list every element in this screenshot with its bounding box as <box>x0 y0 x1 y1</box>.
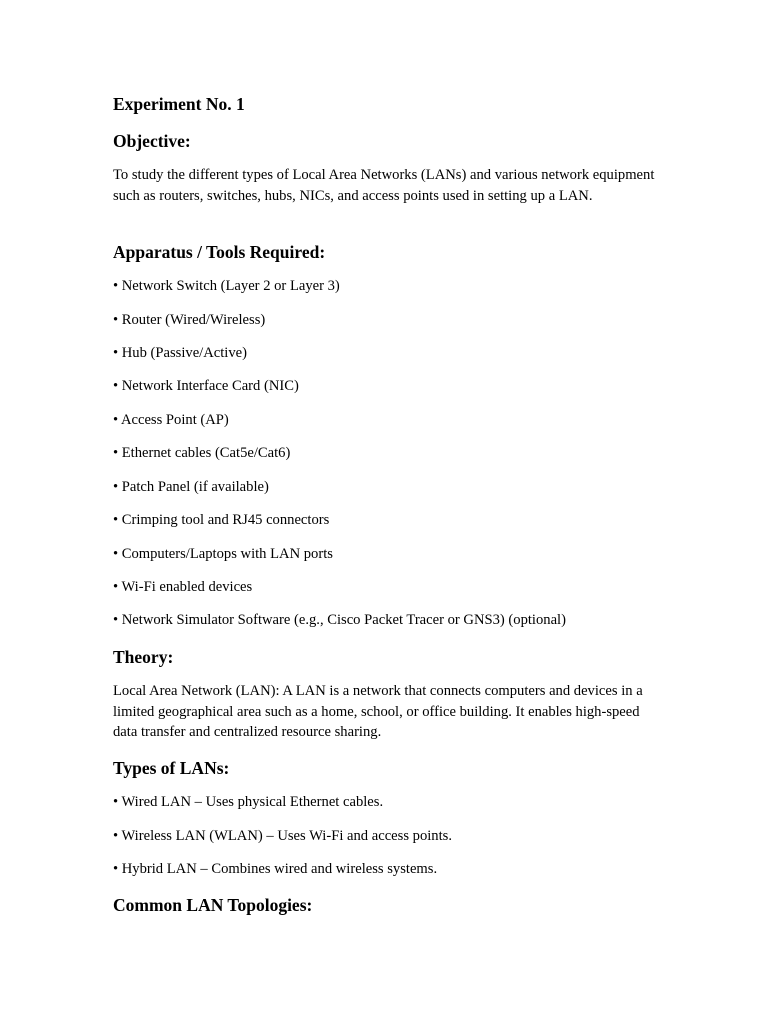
experiment-title: Experiment No. 1 <box>113 94 245 114</box>
apparatus-item: • Network Simulator Software (e.g., Cisco Packet Tracer or GNS3) (optional) <box>113 612 566 628</box>
apparatus-item: • Computers/Laptops with LAN ports <box>113 546 333 562</box>
apparatus-item: • Wi-Fi enabled devices <box>113 579 253 595</box>
apparatus-item: • Patch Panel (if available) <box>113 479 269 495</box>
apparatus-item: • Access Point (AP) <box>113 412 229 428</box>
apparatus-item: • Hub (Passive/Active) <box>113 345 247 361</box>
apparatus-item: • Router (Wired/Wireless) <box>113 312 266 328</box>
theory-heading: Theory: <box>113 647 174 667</box>
theory-text: Local Area Network (LAN): A LAN is a network that connects computers and devices in a limited geographical area such as a home, school, or office building. It enables high-speed data transfer and centralized resource sharing. <box>113 683 643 740</box>
apparatus-item: • Network Switch (Layer 2 or Layer 3) <box>113 278 340 294</box>
lan-types-heading: Types of LANs: <box>113 758 230 778</box>
apparatus-item: • Crimping tool and RJ45 connectors <box>113 512 330 528</box>
apparatus-heading: Apparatus / Tools Required: <box>113 242 326 262</box>
lan-type-item: • Wired LAN – Uses physical Ethernet cables. <box>113 794 384 810</box>
apparatus-item: • Network Interface Card (NIC) <box>113 378 299 394</box>
lan-type-item: • Wireless LAN (WLAN) – Uses Wi-Fi and access points. <box>113 828 452 844</box>
objective-heading: Objective: <box>113 131 191 151</box>
topologies-heading: Common LAN Topologies: <box>113 895 313 915</box>
objective-text: To study the different types of Local Area Networks (LANs) and various network equipment such as routers, switches, hubs, NICs, and access points used in setting up a LAN. <box>113 167 655 204</box>
lan-type-item: • Hybrid LAN – Combines wired and wireless systems. <box>113 861 438 877</box>
apparatus-item: • Ethernet cables (Cat5e/Cat6) <box>113 445 291 461</box>
